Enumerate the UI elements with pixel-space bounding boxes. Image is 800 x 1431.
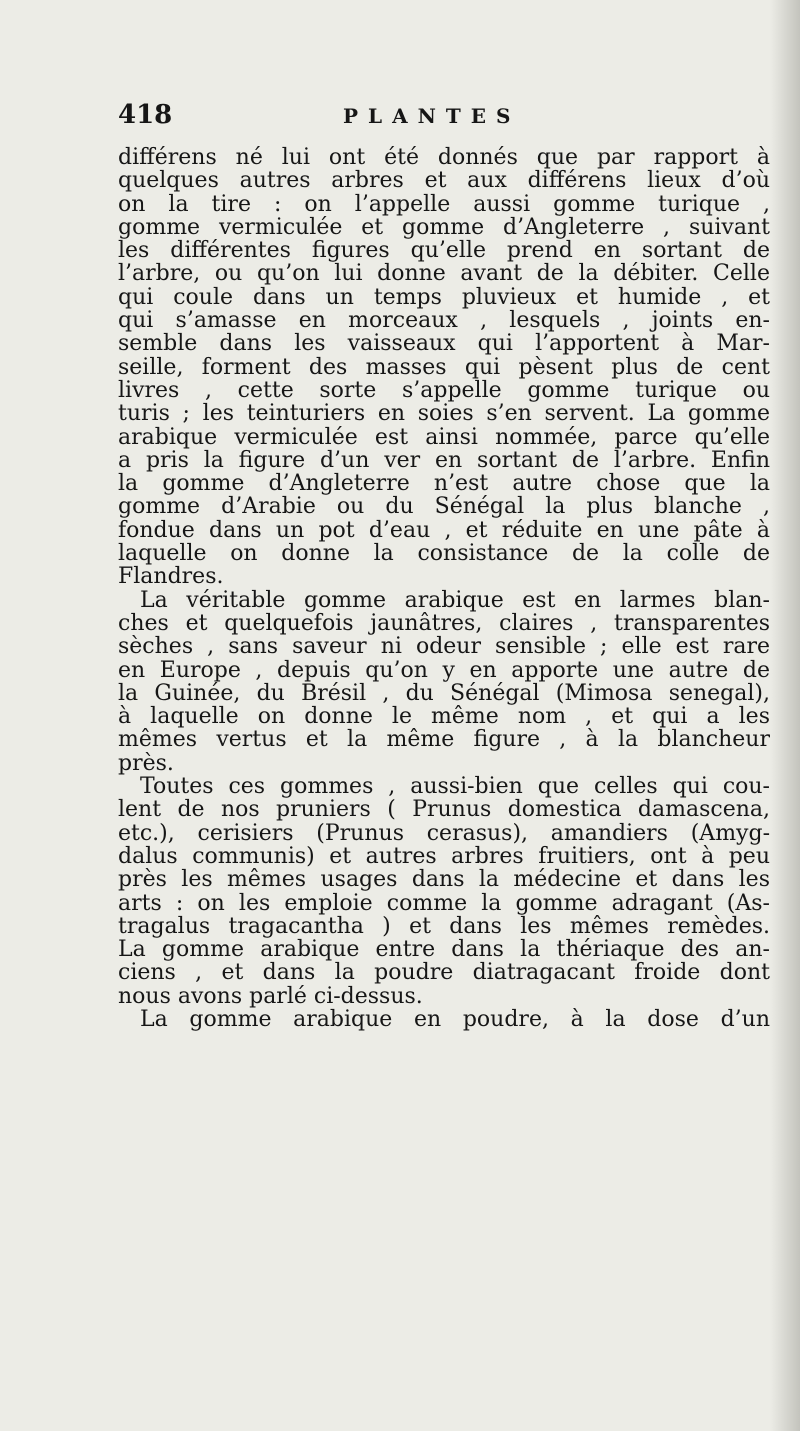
text-line: la Guinée, du Brésil , du Sénégal (Mimosa senegal),: [118, 681, 770, 706]
text-line: sèches , sans saveur ni odeur sensible ; elle est rare: [118, 635, 770, 659]
text-line: tragalus tragacantha ) et dans les mêmes remèdes.: [118, 914, 770, 939]
text-line: lent de nos pruniers ( Prunus domestica damascena,: [118, 798, 770, 822]
text-line: Flandres.: [118, 565, 224, 589]
text-line: mêmes vertus et la même figure , à la blancheur: [118, 728, 770, 752]
text-line: fondue dans un pot d’eau , et réduite en une pâte à: [118, 518, 770, 543]
text-line: dalus communis) et autres arbres fruitiers, ont à peu: [118, 844, 770, 869]
text-line: arts : on les emploie comme la gomme adragant (As-: [118, 891, 770, 915]
text-line: à laquelle on donne le même nom , et qui a les: [118, 705, 770, 729]
text-line: l’arbre, ou qu’on lui donne avant de la débiter. Celle: [118, 262, 770, 286]
text-line: les différentes figures qu’elle prend en sortant de: [118, 239, 770, 263]
text-line: près.: [118, 751, 174, 776]
book-page: [118, 100, 770, 1031]
text-line: La gomme arabique entre dans la thériaque des an-: [118, 938, 770, 962]
text-line: laquelle on donne la consistance de la colle de: [118, 542, 770, 566]
text-line: quelques autres arbres et aux différens lieux d’où: [118, 169, 770, 193]
text-line: arabique vermiculée est ainsi nommée, parce qu’elle: [118, 425, 770, 449]
running-head: [118, 100, 770, 146]
text-line: ches et quelquefois jaunâtres, claires , transparentes: [118, 611, 770, 636]
text-line: nous avons parlé ci-dessus.: [118, 984, 423, 1008]
text-line: qui coule dans un temps pluvieux et humide , et: [118, 285, 770, 310]
text-line: semble dans les vaisseaux qui l’apportent à Mar-: [118, 332, 770, 356]
text-line: près les mêmes usages dans la médecine et dans les: [118, 868, 770, 892]
text-line: gomme vermiculée et gomme d’Angleterre , suivant: [118, 215, 770, 240]
text-line: La véritable gomme arabique est en larmes blan-: [140, 588, 770, 612]
page-number: 418: [118, 100, 173, 130]
text-line: livres , cette sorte s’appelle gomme turique ou: [118, 378, 770, 403]
text-line: la gomme d’Angleterre n’est autre chose que la: [118, 472, 770, 496]
text-line: différens né lui ont été donnés que par rapport à: [118, 146, 770, 170]
scan-edge-shadow: [770, 0, 800, 1431]
text-line: qui s’amasse en morceaux , lesquels , joints en-: [118, 309, 770, 333]
text-line: etc.), cerisiers (Prunus cerasus), amandiers (Amyg-: [118, 821, 770, 845]
running-title: PLANTES: [343, 104, 521, 128]
body-text: [118, 146, 770, 1031]
text-line: Toutes ces gommes , aussi-bien que celles qui cou-: [140, 775, 770, 799]
text-line: turis ; les teinturiers en soies s’en servent. La gomme: [118, 402, 770, 426]
text-line: en Europe , depuis qu’on y en apporte une autre de: [118, 658, 770, 682]
text-line: ciens , et dans la poudre diatragacant froide dont: [118, 961, 770, 985]
text-line: on la tire : on l’appelle aussi gomme turique ,: [118, 192, 770, 216]
text-line: seille, forment des masses qui pèsent plus de cent: [118, 355, 770, 379]
text-line: a pris la figure d’un ver en sortant de l’arbre. Enfin: [118, 448, 770, 473]
text-line: La gomme arabique en poudre, à la dose d’un: [140, 1007, 770, 1032]
text-line: gomme d’Arabie ou du Sénégal la plus blanche ,: [118, 495, 770, 519]
